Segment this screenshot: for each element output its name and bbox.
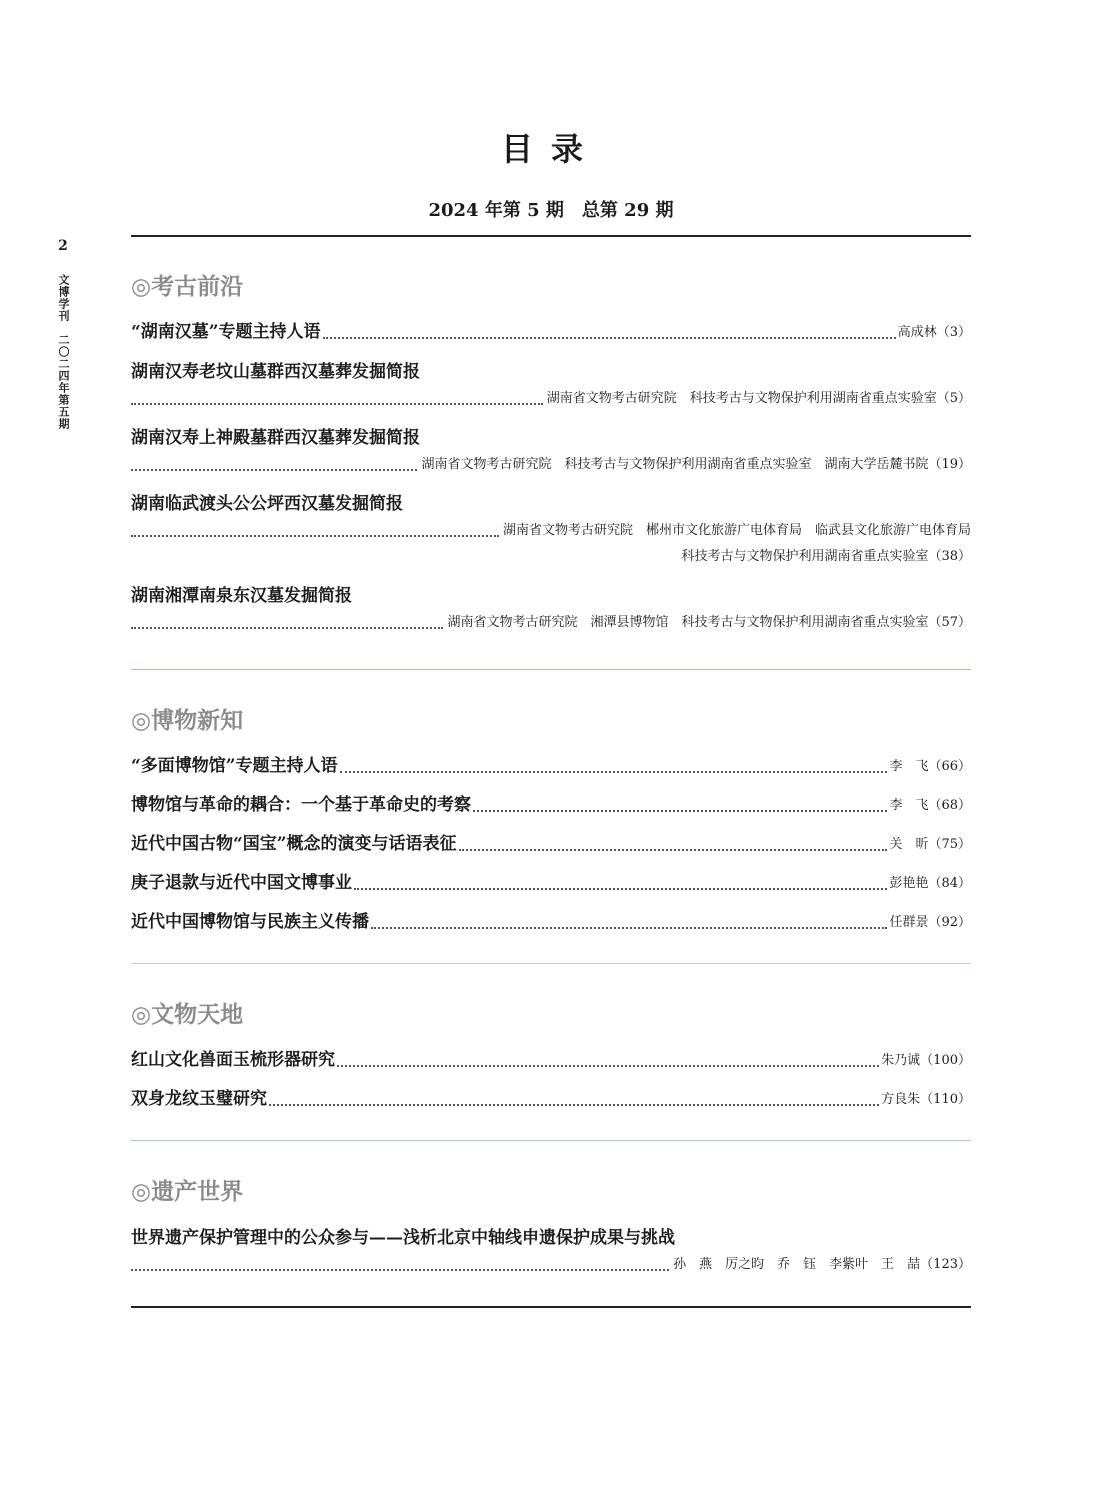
section-divider xyxy=(131,1140,971,1141)
toc-entry[interactable] xyxy=(131,870,971,897)
entry-title: 红山文化兽面玉梳形器研究 xyxy=(131,1050,335,1070)
entry-authors: 李 飞（68） xyxy=(889,798,971,813)
journal-running-title: 文博学刊 二〇二四年第五期 xyxy=(57,274,70,430)
entry-authors: 湖南省文物考古研究院 科技考古与文物保护利用湖南省重点实验室 湖南大学岳麓书院（19） xyxy=(421,457,971,472)
section-title: ◎博物新知 xyxy=(131,707,244,734)
page-number: 2 xyxy=(58,238,68,254)
toc-entry[interactable] xyxy=(131,909,971,936)
section-title: ◎遗产世界 xyxy=(131,1178,244,1205)
entry-authors: 湖南省文物考古研究院 郴州市文化旅游广电体育局 临武县文化旅游广电体育局 xyxy=(502,523,971,538)
entry-authors-continued: 科技考古与文物保护利用湖南省重点实验室（38） xyxy=(681,549,971,564)
section-archaeology xyxy=(131,268,971,648)
toc-entry[interactable] xyxy=(131,1047,971,1074)
entry-authors: 孙 燕 厉之昀 乔 钰 李紫叶 王 喆（123） xyxy=(673,1257,971,1272)
section-divider xyxy=(131,669,971,670)
entry-title: 世界遗产保护管理中的公众参与——浅析北京中轴线申遗保护成果与挑战 xyxy=(131,1228,675,1248)
dot-leader xyxy=(131,1269,669,1271)
toc-entry[interactable] xyxy=(131,490,971,570)
entry-authors: 高成林（3） xyxy=(897,325,971,340)
page-title: 目录 xyxy=(500,130,601,168)
dot-leader xyxy=(323,337,896,339)
entry-title: 湖南湘潭南泉东汉墓发掘简报 xyxy=(131,586,352,606)
toc-entry[interactable] xyxy=(131,792,971,819)
issue-info: 2024 年第 5 期 总第 29 期 xyxy=(428,200,674,221)
dot-leader xyxy=(340,771,888,773)
dot-leader xyxy=(337,1065,879,1067)
section-divider xyxy=(131,963,971,964)
toc-entry[interactable] xyxy=(131,358,971,412)
section-title: ◎考古前沿 xyxy=(131,273,244,300)
dot-leader xyxy=(131,535,499,537)
entry-title: 庚子退款与近代中国文博事业 xyxy=(131,873,352,893)
toc-entry[interactable] xyxy=(131,424,971,478)
entry-authors: 湖南省文物考古研究院 科技考古与文物保护利用湖南省重点实验室（5） xyxy=(546,391,971,406)
entry-title: 博物馆与革命的耦合：一个基于革命史的考察 xyxy=(131,795,471,815)
toc-entry[interactable] xyxy=(131,831,971,858)
top-rule xyxy=(131,235,971,237)
dot-leader xyxy=(473,810,887,812)
entry-authors: 方良朱（110） xyxy=(881,1092,971,1107)
entry-authors: 湖南省文物考古研究院 湘潭县博物馆 科技考古与文物保护利用湖南省重点实验室（57） xyxy=(447,615,971,630)
entry-authors: 朱乃诚（100） xyxy=(881,1053,971,1068)
section-heritage xyxy=(131,1173,971,1290)
entry-title: 湖南汉寿上神殿墓群西汉墓葬发掘简报 xyxy=(131,428,420,448)
entry-authors: 任群景（92） xyxy=(889,915,971,930)
dot-leader xyxy=(354,888,887,890)
entry-title: 湖南汉寿老坟山墓群西汉墓葬发掘简报 xyxy=(131,362,420,382)
entry-authors: 彭艳艳（84） xyxy=(889,876,971,891)
dot-leader xyxy=(371,927,887,929)
entry-title: 双身龙纹玉璧研究 xyxy=(131,1089,267,1109)
toc-entry[interactable] xyxy=(131,1224,971,1278)
entry-title: 近代中国博物馆与民族主义传播 xyxy=(131,912,369,932)
dot-leader xyxy=(269,1104,879,1106)
dot-leader xyxy=(131,627,443,629)
section-museum xyxy=(131,702,971,948)
entry-title: 湖南临武渡头公公坪西汉墓发掘简报 xyxy=(131,494,403,514)
bottom-rule xyxy=(131,1306,971,1308)
toc-entry[interactable] xyxy=(131,319,971,346)
entry-title: 近代中国古物“国宝”概念的演变与话语表征 xyxy=(131,834,457,854)
section-relics xyxy=(131,996,971,1125)
dot-leader xyxy=(131,403,543,405)
section-title: ◎文物天地 xyxy=(131,1001,244,1028)
entry-authors: 李 飞（66） xyxy=(889,759,971,774)
dot-leader xyxy=(459,849,888,851)
entry-title: “湖南汉墓”专题主持人语 xyxy=(131,322,321,342)
entry-title: “多面博物馆”专题主持人语 xyxy=(131,756,338,776)
side-margin xyxy=(52,238,74,430)
dot-leader xyxy=(131,469,417,471)
toc-entry[interactable] xyxy=(131,582,971,636)
toc-entry[interactable] xyxy=(131,753,971,780)
entry-authors: 关 昕（75） xyxy=(889,837,971,852)
toc-entry[interactable] xyxy=(131,1086,971,1113)
